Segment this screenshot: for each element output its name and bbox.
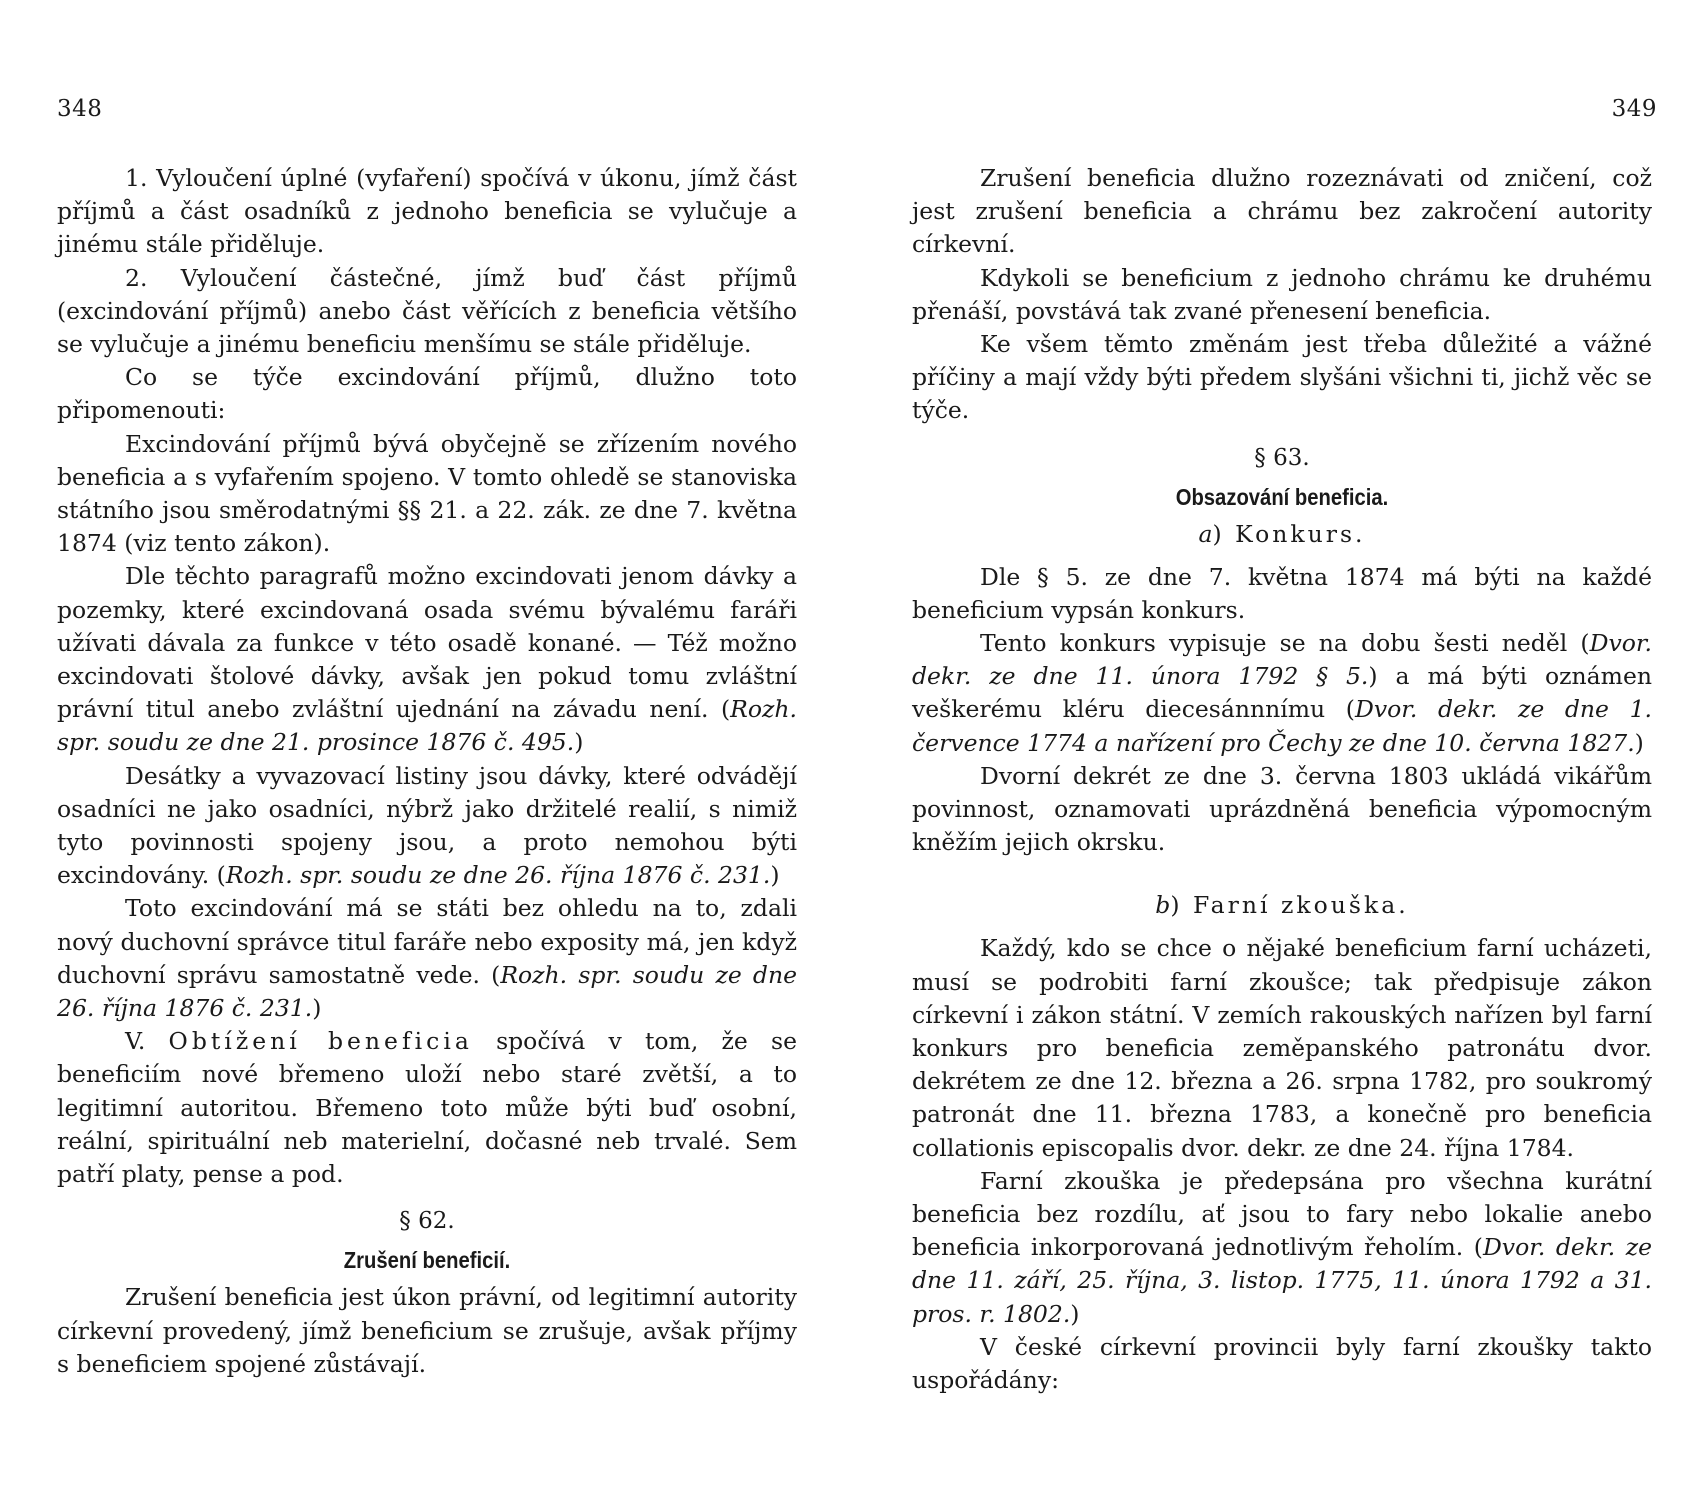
paragraph-text: Tento konkurs vypisuje se na dobu šesti neděl ( <box>980 629 1590 658</box>
paragraph-text: ) <box>770 861 780 890</box>
section-title: Zrušení beneficií. <box>343 1247 511 1274</box>
paragraph <box>57 892 797 1025</box>
left-page-body <box>57 162 797 1381</box>
paragraph-text: Toto excindování má se státi bez ohledu na to, zdali nový duchovní správce titul faráře nebo exposity má, jen když duchovní správu samostatně vede. ( <box>57 894 797 989</box>
section-number: § 62. <box>399 1208 455 1235</box>
citation: Dvor. dekr. ze dne 11. února 1792 § 5. <box>912 629 1652 691</box>
paragraph: V české církevní provincii byly farní zkoušky takto uspořádány: <box>912 1332 1652 1395</box>
paragraph <box>57 760 797 893</box>
paragraph <box>57 560 797 759</box>
paragraph-text: ) a má býti oznámen veškerému kléru diecesánnnímu ( <box>912 662 1652 724</box>
paragraph: Kdykoli se beneficium z jednoho chrámu ke druhému přenáší, povstává tak zvané přenesení beneficia. <box>912 263 1652 325</box>
subsection-title: Farní zkouška. <box>1192 891 1409 920</box>
page-number: 349 <box>1611 96 1657 122</box>
paragraph-text: ) <box>312 994 322 1023</box>
paragraph <box>912 627 1652 760</box>
paragraph-text: ) <box>1070 1299 1080 1328</box>
paragraph-text: V. <box>125 1027 169 1056</box>
paragraph: Zrušení beneficia jest úkon právní, od legitimní autority církevní provedený, jímž beneficium se zrušuje, avšak příjmy s beneficiem spojené zůstávají. <box>57 1283 797 1378</box>
paragraph: Každý, kdo se chce o nějaké beneficium farní ucházeti, musí se podrobiti farní zkoušce; tak předpisuje zákon církevní i zákon státní. V zemích rakouských nařízen byl farní konkurs pro beneficia zeměpanského patronátu dvor. dekrétem ze dne 12. března a 26. srpna 1782, pro soukromý patronát dne 11. března 1783, a konečně pro beneficia collationis episcopalis dvor. dekr. ze dne 24. října 1784. <box>912 934 1652 1162</box>
section-title: Obsazování beneficia. <box>1175 483 1389 510</box>
paragraph: Excindování příjmů bývá obyčejně se zřízením nového beneficia a s vyfařením spojeno. V tomto ohledě se stanoviska státního jsou směrodatnými §§ 21. a 22. zák. ze dne 7. května 1874 (viz tento zákon). <box>57 429 797 558</box>
citation: Rozh. spr. soudu ze dne 26. října 1876 č. 231. <box>225 861 771 890</box>
paragraph: Dle § 5. ze dne 7. května 1874 má býti na každé beneficium vypsán konkurs. <box>912 562 1652 624</box>
section-number: § 63. <box>1254 444 1310 471</box>
paragraph: 2. Vyloučení částečné, jímž buď část příjmů (excindování příjmů) anebo část věřících z beneficia většího se vylučuje a jinému beneficiu menšímu se stále přiděluje. <box>57 263 797 359</box>
paragraph-text: ) <box>574 728 584 757</box>
paragraph-text: ) <box>1634 728 1644 757</box>
paragraph-text: Desátky a vyvazovací listiny jsou dávky, které odvádějí osadníci ne jako osadníci, nýbrž jako držitelé realií, s nimiž tyto povinnosti spojeny jsou, a proto nemohou býti excindovány. ( <box>57 761 797 890</box>
paragraph: Co se týče excindování příjmů, dlužno toto připomenouti: <box>57 363 797 425</box>
subsection-letter: b <box>1155 891 1171 920</box>
paragraph: Ke všem těmto změnám jest třeba důležité a vážné příčiny a mají vždy býti předem slyšáni všichni ti, jichž věc se týče. <box>912 330 1652 425</box>
paragraph: Zrušení beneficia dlužno rozeznávati od zničení, což jest zrušení beneficia a chrámu bez zakročení autority církevní. <box>912 164 1652 259</box>
paragraph <box>57 1025 797 1191</box>
paragraph: 1. Vyloučení úplné (vyfaření) spočívá v úkonu, jímž část příjmů a část osadníků z jednoho beneficia se vylučuje a jinému stále přiděluje. <box>57 164 797 259</box>
citation: Rozh. spr. soudu ze dne 26. října 1876 č. 231. <box>57 960 798 1023</box>
paragraph <box>912 1165 1652 1331</box>
right-page-body <box>912 162 1652 1397</box>
subsection-heading: b) Farní zkouška. <box>1155 891 1409 920</box>
citation: Dvor. dekr. ze dne 11. září, 25. října, 3. listop. 1775, 11. února 1792 a 31. pros. r. 1802. <box>912 1233 1652 1328</box>
spacer <box>912 859 1652 889</box>
citation: Rozh. spr. soudu ze dne 21. prosince 1876 č. 495. <box>57 695 797 757</box>
paragraph-text: spočívá v tom, že se beneficiím nové břemeno uloží nebo staré zvětší, a to legitimní autoritou. Břemeno toto může býti buď osobní, reální, spirituální neb materielní, dočasné neb trvalé. Sem patří platy, pense a pod. <box>57 1027 797 1189</box>
paragraph-text: Farní zkouška je předepsána pro všechna kurátní beneficia bez rozdílu, ať jsou to fary nebo lokalie anebo beneficia inkorporovaná jednotlivým řeholím. ( <box>912 1166 1652 1262</box>
spaced-term: Obtížení beneficia <box>168 1027 473 1056</box>
paragraph-text: Dle těchto paragrafů možno excindovati jenom dávky a pozemky, které excindovaná osada svému bývalému faráři užívati dávala za funkce v této osadě konané. — Též možno excindovati štolové dávky, avšak jen pokud tomu zvláštní právní titul anebo zvláštní ujednání na závadu není. ( <box>57 562 797 724</box>
subsection-heading: a) Konkurs. <box>1198 519 1366 548</box>
subsection-title: Konkurs. <box>1235 519 1366 548</box>
paragraph: Dvorní dekrét ze dne 3. června 1803 ukládá vikářům povinnost, oznamovati uprázdněná beneficia výpomocným kněžím jejich okrsku. <box>912 761 1652 857</box>
citation: Dvor. dekr. ze dne 1. července 1774 a nařízení pro Čechy ze dne 10. června 1827. <box>912 695 1652 757</box>
page-number: 348 <box>57 96 103 122</box>
subsection-letter: a <box>1198 519 1213 548</box>
